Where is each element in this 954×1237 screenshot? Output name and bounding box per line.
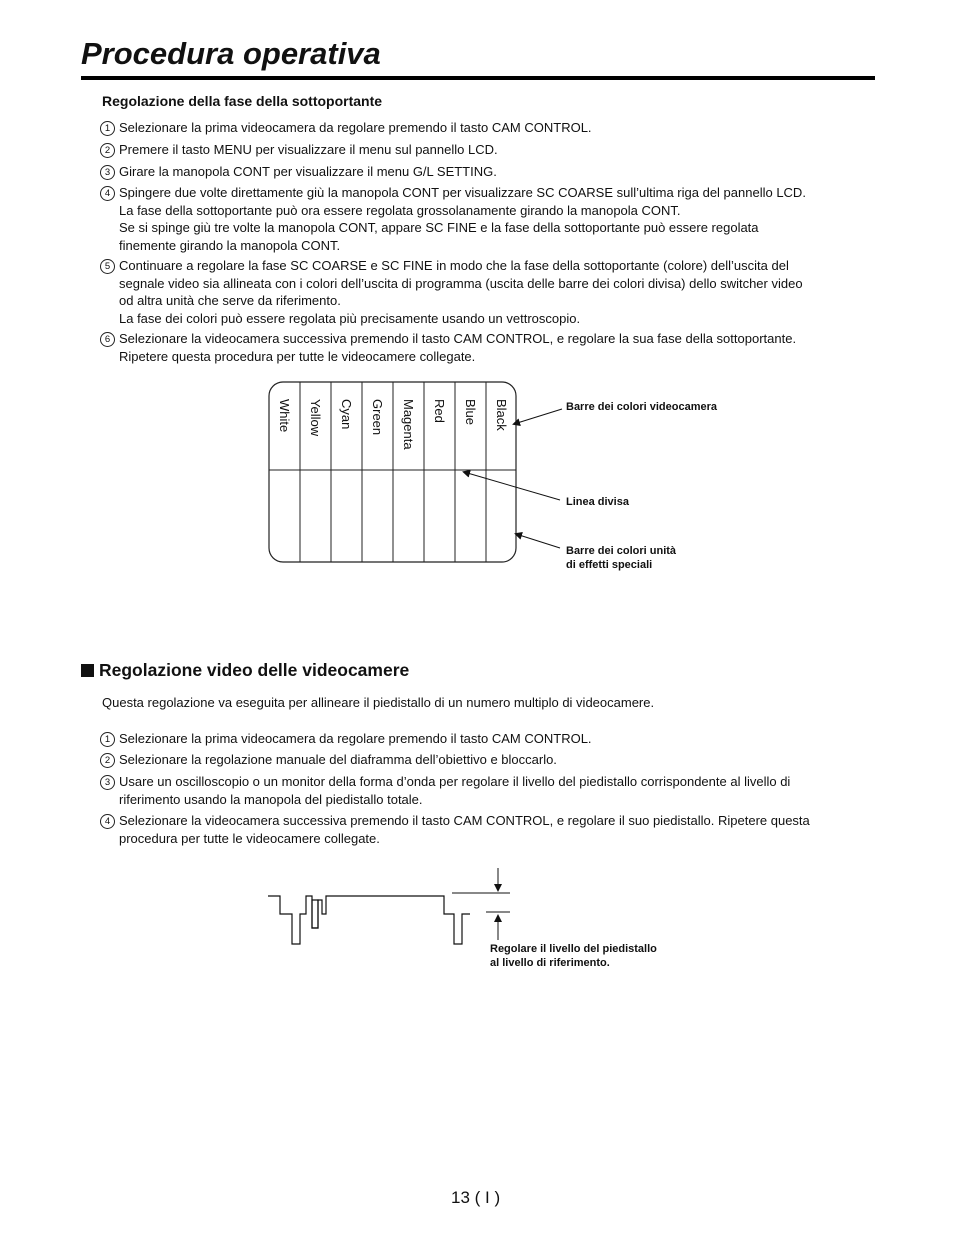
step-line: finemente girando la manopola CONT. [119,237,341,253]
bar-label-green: Green [370,399,385,436]
step-line: La fase dei colori può essere regolata più precisamente usando un vettroscopio. [119,310,581,326]
section1-step [100,330,875,365]
step-number: 3 [100,165,115,180]
arrow-effects-bars [516,534,560,548]
step-line: Selezionare la prima videocamera da regolare premendo il tasto CAM CONTROL. [119,731,592,746]
step-number: 1 [100,121,115,136]
step-number: 5 [100,259,115,274]
step-line: Spingere due volte direttamente giù la manopola CONT per visualizzare SC COARSE sull’ultima riga del pannello LCD. [119,185,806,200]
label-effects-bars-1: Barre dei colori unità [566,545,677,557]
step-number: 2 [100,753,115,768]
bar-label-yellow: Yellow [308,399,323,437]
step-line: Premere il tasto MENU per visualizzare il menu sul pannello LCD. [119,142,498,157]
waveform-diagram [262,862,522,952]
step-line: Selezionare la videocamera successiva premendo il tasto CAM CONTROL, e regolare la sua fase della sottoportante. [119,331,797,346]
step-number: 4 [100,186,115,201]
bar-label-cyan: Cyan [339,399,354,430]
step-line: od altra unità che serve da riferimento. [119,293,341,308]
bar-label-magenta: Magenta [401,399,416,450]
section1-heading: Regolazione della fase della sottoportante [102,93,383,109]
step-number: 6 [100,332,115,347]
waveform-label-1: Regolare il livello del piedistallo [490,943,657,955]
color-bars-arrows [440,390,570,560]
page-number: 13 ( I ) [451,1188,501,1207]
section1-step [100,119,875,137]
step-line: La fase della sottoportante può ora essere regolata grossolanamente girando la manopola CONT. [119,202,681,218]
section1-step [100,257,875,327]
section2-step [100,773,875,808]
label-split-line: Linea divisa [566,496,629,508]
section1-step [100,184,875,254]
bar-label-white: White [277,399,292,433]
waveform-trace [268,896,470,944]
step-line: Ripetere questa procedura per tutte le videocamere collegate. [119,348,476,364]
bar-label-black: Black [494,399,509,431]
section2-heading [81,660,409,681]
step-line: Continuare a regolare la fase SC COARSE e SC FINE in modo che la fase della sottoportante (colore) dell’uscita del [119,258,789,273]
page-title: Procedura operativa [81,36,381,71]
label-camera-bars: Barre dei colori videocamera [566,401,718,413]
step-line: riferimento usando la manopola del piedistallo totale. [119,791,423,807]
step-line: procedura per tutte le videocamere collegate. [119,830,380,846]
step-line: Girare la manopola CONT per visualizzare il menu G/L SETTING. [119,164,497,179]
step-number: 2 [100,143,115,158]
arrow-split-line [464,472,560,500]
bar-label-blue: Blue [463,399,478,426]
section2-heading-text: Regolazione video delle videocamere [99,660,410,680]
step-line: Selezionare la prima videocamera da regolare premendo il tasto CAM CONTROL. [119,120,592,135]
step-number: 4 [100,814,115,829]
waveform-label-2: al livello di riferimento. [490,957,610,969]
step-line: segnale video sia allineata con i colori dell’uscita di programma (uscita delle barre dei colori divisa) dello switcher video [119,275,803,291]
step-line: Selezionare la videocamera successiva premendo il tasto CAM CONTROL, e regolare il suo piedistallo. Ripetere questa [119,813,810,828]
step-line: Usare un oscilloscopio o un monitor della forma d’onda per regolare il livello del piedistallo corrispondente al livello di [119,774,791,789]
section2-intro: Questa regolazione va eseguita per allineare il piedistallo di un numero multiplo di videocamere. [102,695,655,710]
arrow-camera-bars [514,409,562,424]
step-number: 1 [100,732,115,747]
section1-step [100,163,875,181]
step-line: Selezionare la regolazione manuale del diaframma dell’obiettivo e bloccarlo. [119,752,557,767]
section1-step [100,141,875,159]
step-line: Se si spinge giù tre volte la manopola CONT, appare SC FINE e la fase della sottoportante può essere regolata [119,220,759,235]
section2-step [100,751,875,769]
section-bullet-icon [81,664,94,677]
label-effects-bars-2: di effetti speciali [566,559,653,571]
section2-step [100,730,875,748]
step-number: 3 [100,775,115,790]
title-rule [81,76,875,80]
section2-step [100,812,875,847]
bar-label-red: Red [432,399,447,423]
